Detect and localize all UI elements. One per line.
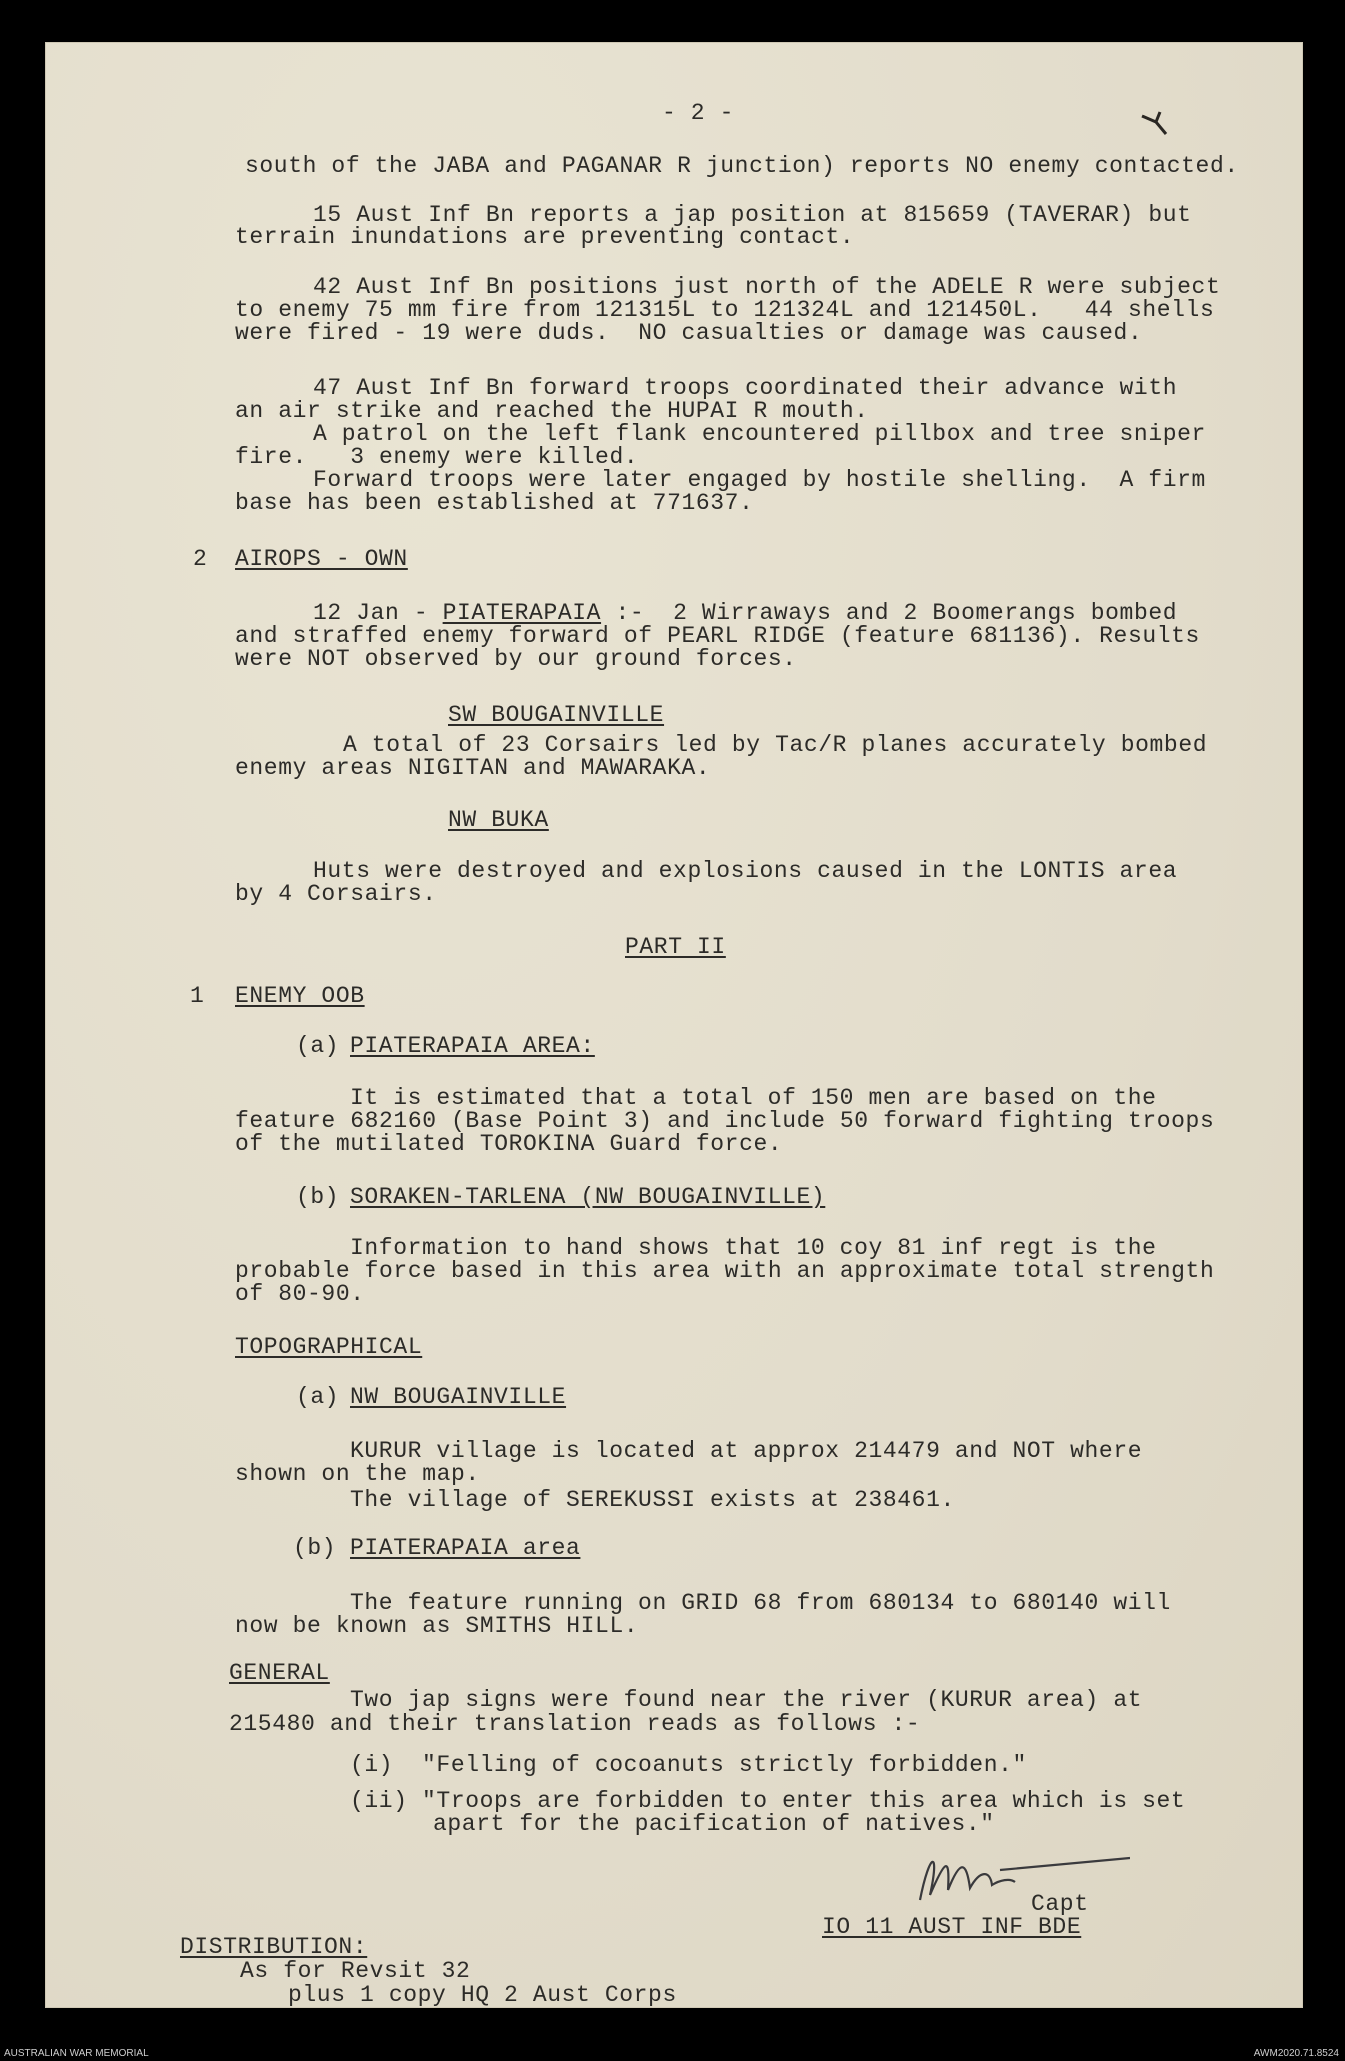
section-number: 1	[190, 983, 205, 1009]
section-heading: AIROPS - OWN	[235, 546, 408, 572]
para-line: were fired - 19 were duds. NO casualties or damage was caused.	[235, 320, 1143, 346]
quote-line: (ii) "Troops are forbidden to enter this area which is set	[350, 1788, 1186, 1814]
para-line: south of the JABA and PAGANAR R junction) reports NO enemy contacted.	[245, 153, 1239, 179]
para-line: Two jap signs were found near the river (KURUR area) at	[350, 1687, 1143, 1713]
item-label: (a)	[296, 1033, 354, 1059]
para-line: probable force based in this area with an approximate total strength	[235, 1258, 1215, 1284]
para-line: A patrol on the left flank encountered pillbox and tree sniper	[313, 421, 1206, 447]
part-heading: PART II	[625, 934, 726, 960]
para-line: were NOT observed by our ground forces.	[235, 646, 797, 672]
para-line: now be known as SMITHS HILL.	[235, 1613, 639, 1639]
para-line: of the mutilated TOROKINA Guard force.	[235, 1131, 783, 1157]
hole-punch-mark	[1138, 108, 1174, 144]
para-line: Information to hand shows that 10 coy 81 inf regt is the	[350, 1235, 1157, 1261]
para-line: KURUR village is located at approx 214479 and NOT where	[350, 1438, 1143, 1464]
subheading: NW BOUGAINVILLE	[350, 1384, 567, 1410]
page-number: - 2 -	[662, 100, 735, 126]
footer-credit: AUSTRALIAN WAR MEMORIAL	[4, 2048, 149, 2059]
subheading: PIATERAPAIA area	[350, 1535, 581, 1561]
subheading: PIATERAPAIA AREA:	[350, 1033, 595, 1059]
para-line: 215480 and their translation reads as follows :-	[229, 1711, 921, 1737]
para-line: 12 Jan - PIATERAPAIA :- 2 Wirraways and 2 Boomerangs bombed	[313, 600, 1178, 626]
para-line: shown on the map.	[235, 1461, 480, 1487]
handwritten-signature	[900, 1840, 1130, 1920]
item-label: (b)	[293, 1535, 351, 1561]
subheading: SW BOUGAINVILLE	[448, 702, 665, 728]
para-line: base has been established at 771637.	[235, 490, 754, 516]
section-heading: ENEMY OOB	[235, 983, 365, 1009]
para-line: 42 Aust Inf Bn positions just north of the ADELE R were subject	[313, 274, 1221, 300]
item-label: (b)	[296, 1184, 354, 1210]
subheading: SORAKEN-TARLENA (NW BOUGAINVILLE)	[350, 1184, 826, 1210]
para-line: terrain inundations are preventing contact.	[235, 224, 855, 250]
para-line: The feature running on GRID 68 from 680134 to 680140 will	[350, 1590, 1171, 1616]
para-line: 15 Aust Inf Bn reports a jap position at 815659 (TAVERAR) but	[313, 202, 1192, 228]
item-label: (a)	[296, 1384, 354, 1410]
para-line: by 4 Corsairs.	[235, 881, 437, 907]
signature-unit: IO 11 AUST INF BDE	[822, 1914, 1082, 1940]
section-heading: GENERAL	[229, 1660, 330, 1686]
para-line: Huts were destroyed and explosions caused in the LONTIS area	[313, 858, 1178, 884]
para-line: It is estimated that a total of 150 men are based on the	[350, 1085, 1157, 1111]
signature-rank: Capt	[1031, 1891, 1089, 1917]
para-line: and straffed enemy forward of PEARL RIDGE (feature 681136). Results	[235, 623, 1200, 649]
para-line: A total of 23 Corsairs led by Tac/R planes accurately bombed	[343, 732, 1208, 758]
para-line: to enemy 75 mm fire from 121315L to 121324L and 121450L. 44 shells	[235, 297, 1215, 323]
para-line: fire. 3 enemy were killed.	[235, 444, 639, 470]
para-line: an air strike and reached the HUPAI R mouth.	[235, 398, 869, 424]
section-heading: TOPOGRAPHICAL	[235, 1334, 423, 1360]
para-line: of 80-90.	[235, 1281, 365, 1307]
section-number: 2	[193, 546, 208, 572]
para-line: enemy areas NIGITAN and MAWARAKA.	[235, 755, 711, 781]
distribution-line: As for Revsit 32	[240, 1958, 471, 1984]
quote-line: (i) "Felling of cocoanuts strictly forbidden."	[350, 1752, 1027, 1778]
distribution-line: plus 1 copy HQ 2 Aust Corps	[288, 1982, 677, 2008]
para-line: 47 Aust Inf Bn forward troops coordinated their advance with	[313, 375, 1178, 401]
para-line: The village of SEREKUSSI exists at 238461.	[350, 1487, 955, 1513]
footer-accession-number: AWM2020.71.8524	[1253, 2048, 1339, 2059]
para-line: Forward troops were later engaged by hostile shelling. A firm	[313, 467, 1206, 493]
quote-line: apart for the pacification of natives."	[433, 1811, 995, 1837]
distribution-heading: DISTRIBUTION:	[180, 1934, 368, 1960]
subheading: NW BUKA	[448, 807, 549, 833]
para-line: feature 682160 (Base Point 3) and include 50 forward fighting troops	[235, 1108, 1215, 1134]
